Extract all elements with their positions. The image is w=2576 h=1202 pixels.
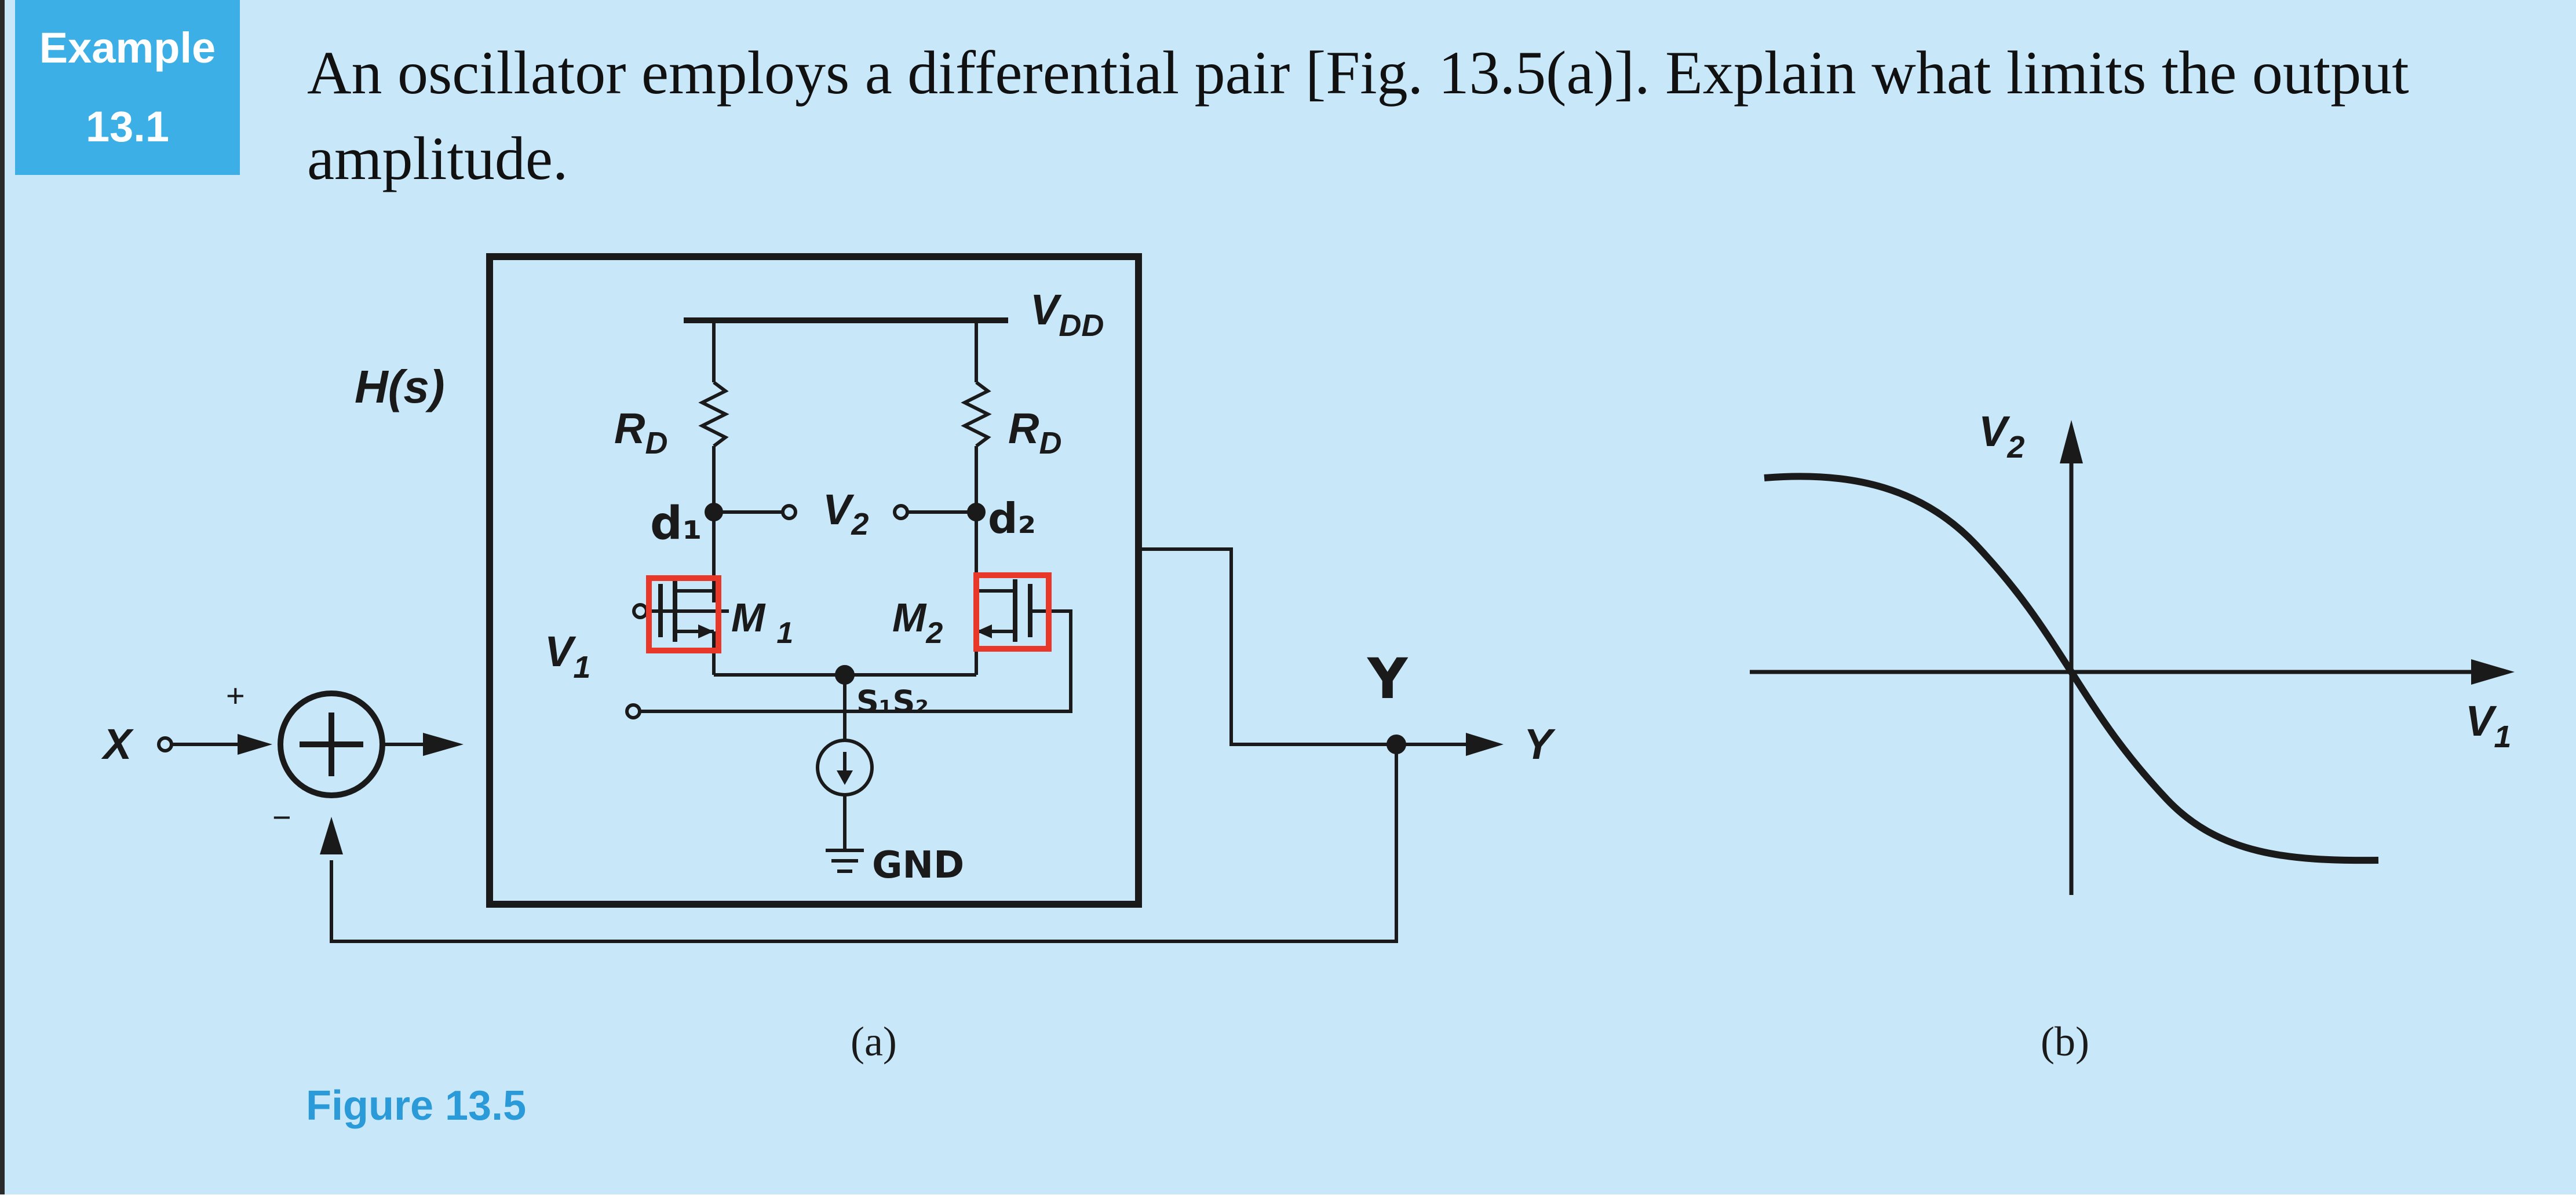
y-output-arrow: [1466, 733, 1504, 756]
panel-b-caption: (b): [2041, 1018, 2089, 1065]
vdd-label: $V_{DD}$: [1030, 286, 1104, 343]
x-input-arrow: [238, 734, 272, 755]
x-axis-arrow: [2471, 659, 2515, 685]
sum-minus-sign: −: [272, 799, 291, 835]
figure-caption: Figure 13.5: [306, 1083, 527, 1129]
v2-terminal-left: [783, 506, 796, 518]
block-label: H(s): [355, 361, 445, 412]
panel-a-caption: (a): [851, 1018, 897, 1065]
h-block-box: [490, 257, 1139, 904]
m1-source-arrow: [698, 624, 714, 638]
example-label: Example: [39, 24, 216, 72]
x-label: X: [103, 720, 132, 768]
v1-terminal-top: [634, 605, 647, 618]
rd-left-label: $R_D$: [614, 404, 668, 461]
m2-gate-wire: [640, 611, 1071, 711]
note-d1: d₁: [650, 498, 702, 550]
block-output-wire: [1139, 549, 1391, 744]
y-axis-arrow: [2060, 420, 2083, 463]
problem-statement: An oscillator employs a differential pair [Fig. 13.5(a)]. Explain what limits the output amplitude.: [307, 39, 2409, 192]
v1-terminal-bottom: [627, 705, 640, 718]
sum-output-arrow: [423, 733, 464, 756]
y-label: Y: [1524, 720, 1553, 768]
feedback-arrow: [320, 817, 343, 854]
note-s1s2: S₁S₂: [856, 684, 929, 720]
note-gnd: GND: [872, 844, 965, 887]
resistor-right: [965, 382, 988, 446]
panel-a: [159, 257, 1504, 941]
panel-b-labels: [1979, 407, 2511, 1065]
m2-label: $M_2$: [892, 595, 943, 650]
v1-label: $V_1$: [545, 627, 591, 685]
panel-b: [1750, 420, 2515, 895]
v2-terminal-right: [895, 506, 907, 518]
example-number: 13.1: [85, 103, 170, 151]
v2-axis-label: $V_2$: [1979, 407, 2025, 465]
note-y: Y: [1367, 646, 1408, 711]
v2-label: $V_2$: [823, 485, 869, 542]
note-d2: d₂: [988, 494, 1037, 543]
current-arrow-head: [837, 770, 853, 785]
sum-plus-sign: +: [226, 677, 245, 714]
resistor-left: [702, 382, 725, 446]
v1-axis-label: $V_1$: [2465, 697, 2512, 754]
rd-right-label: $R_D$: [1008, 404, 1062, 461]
m1-label: M $_1$: [731, 595, 794, 650]
x-terminal: [159, 738, 172, 751]
